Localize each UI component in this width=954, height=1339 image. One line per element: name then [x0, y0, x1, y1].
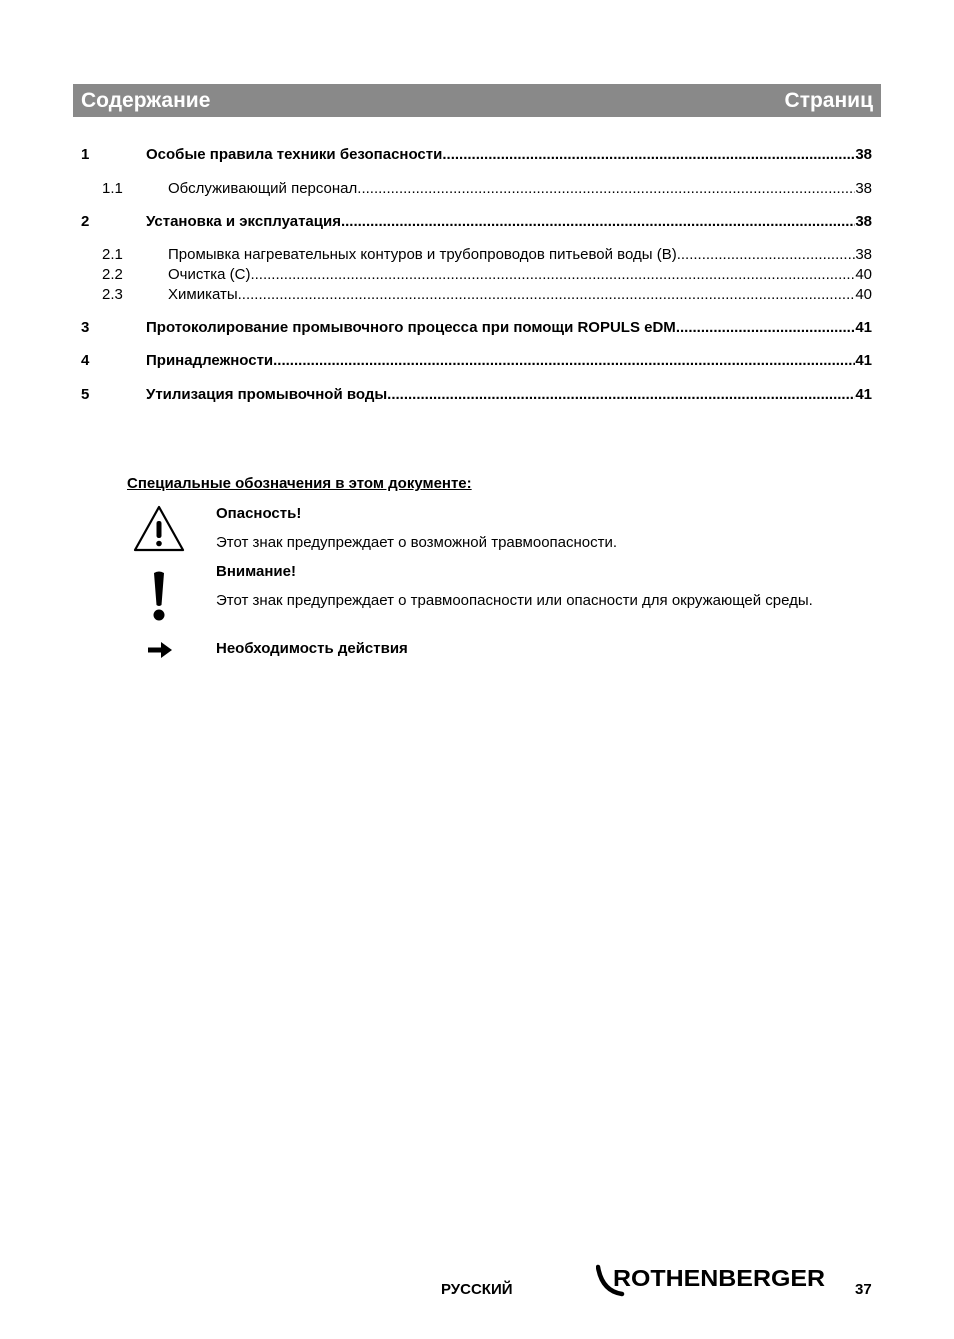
toc-title: Промывка нагревательных контуров и трубопроводов питьевой воды (B)	[168, 246, 677, 263]
toc-entry[interactable]	[81, 179, 872, 199]
rothenberger-logo	[596, 1263, 836, 1299]
toc-leader	[250, 265, 855, 285]
toc-leader	[238, 285, 856, 305]
toc-number: 2.1	[102, 246, 123, 263]
contents-title: Содержание	[81, 88, 211, 112]
toc-page: 38	[855, 146, 872, 163]
toc-number: 3	[81, 319, 90, 336]
toc-title: Утилизация промывочной воды	[146, 386, 388, 403]
toc-page: 38	[855, 180, 872, 197]
toc-title: Протоколирование промывочного процесса при помощи ROPULS eDM	[146, 319, 676, 336]
toc-title: Обслуживающий персонал	[168, 180, 358, 197]
toc-page: 41	[855, 319, 872, 336]
toc-page: 40	[855, 266, 872, 283]
danger-title: Опасность!	[216, 505, 302, 522]
toc-leader	[387, 385, 855, 405]
contents-header	[73, 84, 881, 117]
action-title: Необходимость действия	[216, 640, 408, 657]
brand-wordmark: ROTHENBERGER	[613, 1265, 826, 1291]
legend-heading: Специальные обозначения в этом документе:	[127, 475, 472, 492]
toc-title: Принадлежности	[146, 352, 274, 369]
page-number: 37	[855, 1281, 872, 1298]
page-column-label: Страниц	[784, 88, 873, 112]
toc-entry[interactable]	[81, 385, 872, 405]
toc-entry[interactable]	[81, 145, 872, 165]
toc-number: 1	[81, 146, 90, 163]
toc-page: 41	[855, 386, 872, 403]
toc-entry[interactable]	[81, 212, 872, 232]
toc-title: Химикаты	[168, 286, 238, 303]
toc-leader	[677, 245, 856, 265]
toc-leader	[357, 179, 855, 199]
toc-title: Очистка (C)	[168, 266, 251, 283]
toc-title: Установка и эксплуатация	[146, 213, 341, 230]
toc-number: 1.1	[102, 180, 123, 197]
toc-number: 2.2	[102, 266, 123, 283]
toc-entry[interactable]	[81, 265, 872, 285]
exclamation-icon	[150, 570, 168, 622]
toc-entry[interactable]	[81, 318, 872, 338]
warning-triangle-icon	[133, 504, 185, 552]
toc-number: 2.3	[102, 286, 123, 303]
toc-number: 2	[81, 213, 90, 230]
toc-title: Особые правила техники безопасности	[146, 146, 443, 163]
caution-title: Внимание!	[216, 563, 296, 580]
toc-entry[interactable]	[81, 245, 872, 265]
toc-leader	[676, 318, 856, 338]
toc-entry[interactable]	[81, 285, 872, 305]
toc-leader	[273, 351, 855, 371]
toc-page: 40	[855, 286, 872, 303]
toc-leader	[341, 212, 855, 232]
toc-entry[interactable]	[81, 351, 872, 371]
toc-page: 38	[855, 213, 872, 230]
toc-leader	[442, 145, 855, 165]
toc-number: 5	[81, 386, 90, 403]
toc-number: 4	[81, 352, 90, 369]
toc-page: 41	[855, 352, 872, 369]
footer-language: РУССКИЙ	[441, 1281, 513, 1298]
toc-page: 38	[855, 246, 872, 263]
danger-description: Этот знак предупреждает о возможной травмоопасности.	[216, 534, 618, 551]
caution-description: Этот знак предупреждает о травмоопасности или опасности для окружающей среды.	[216, 592, 813, 609]
arrow-right-icon	[147, 640, 173, 660]
